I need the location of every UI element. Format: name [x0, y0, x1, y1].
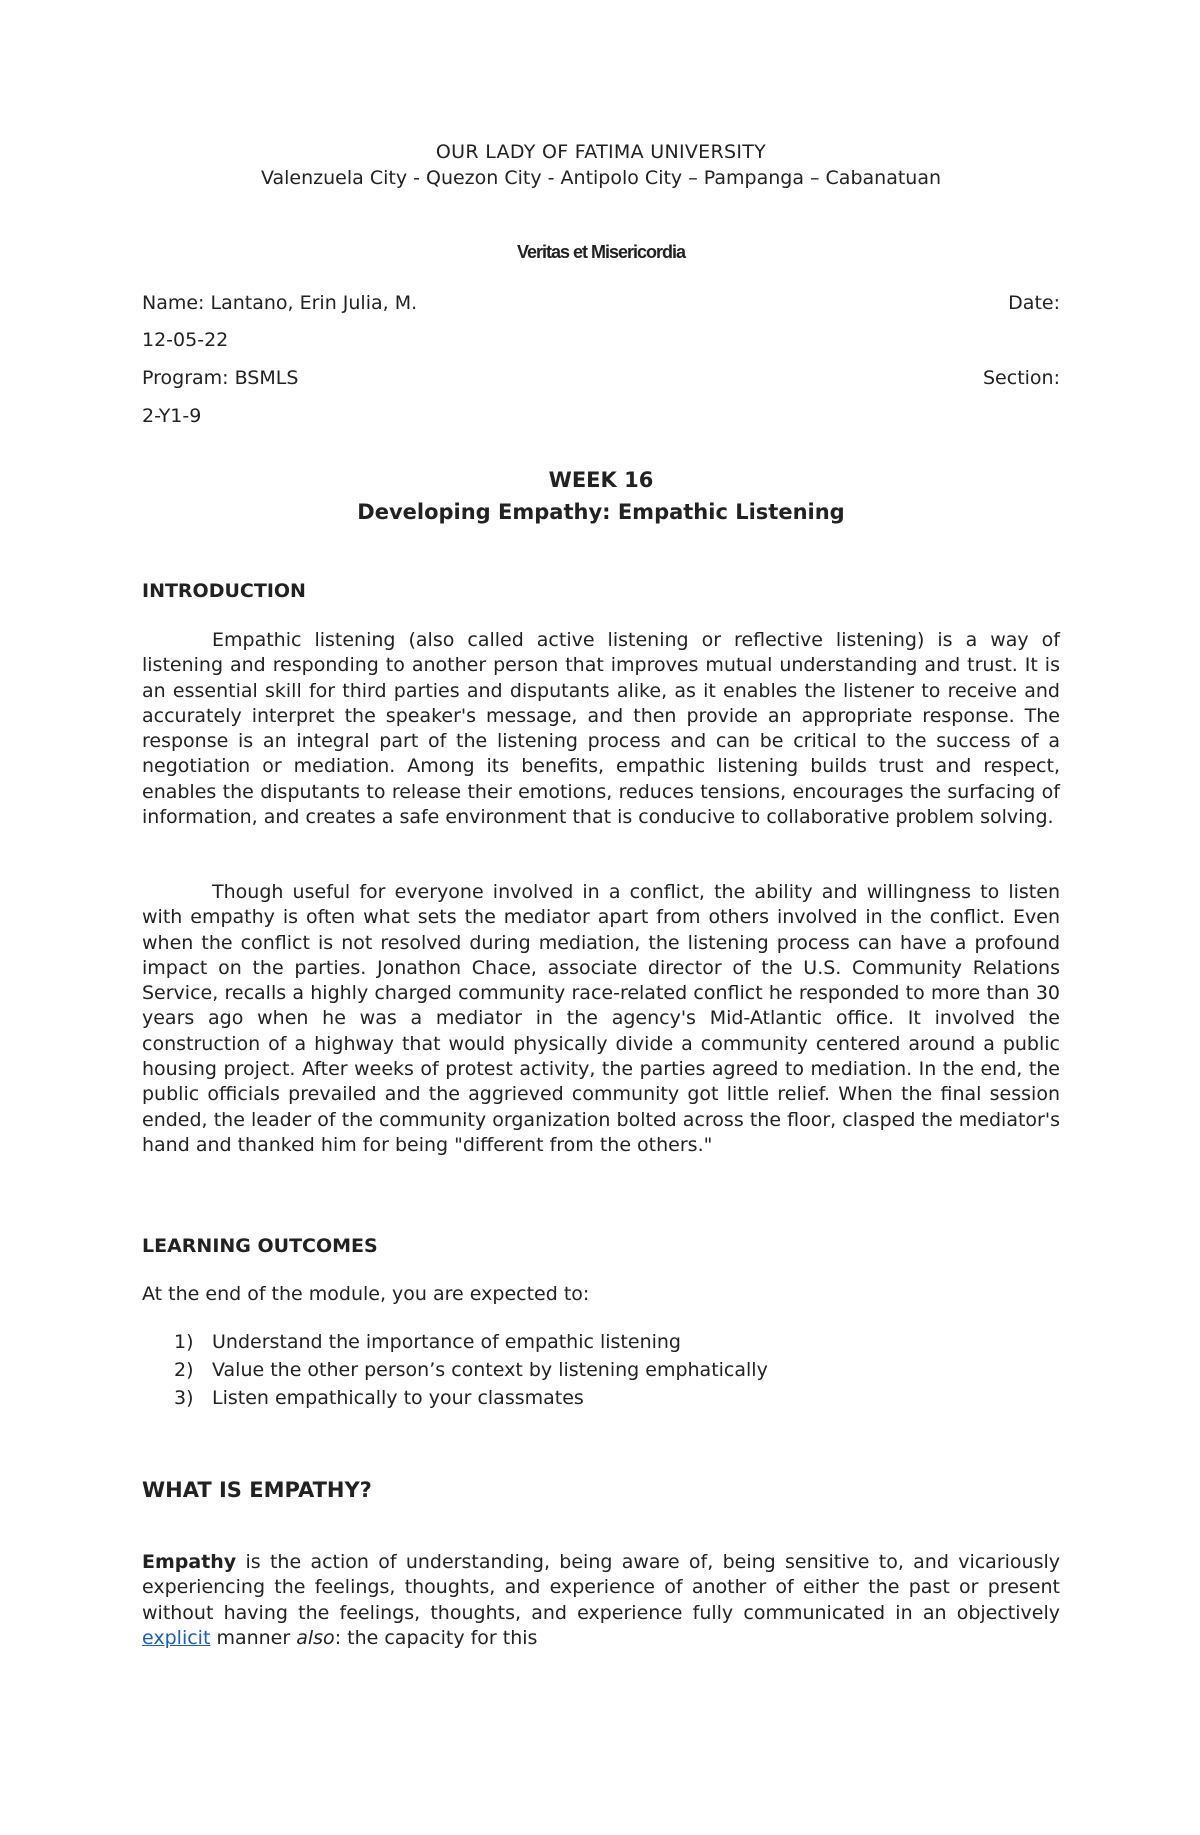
program: Program: BSMLS: [142, 367, 299, 389]
introduction-paragraph-2: [142, 880, 1060, 1158]
introduction-paragraph-1: [142, 628, 1060, 830]
name-row: [142, 292, 1060, 314]
empathy-text-c: : the capacity for this: [334, 1626, 538, 1649]
list-item-number: 3): [174, 1387, 194, 1409]
section-value: 2-Y1-9: [142, 405, 202, 427]
learning-outcomes-heading: LEARNING OUTCOMES: [142, 1235, 378, 1257]
list-item: [142, 1359, 1060, 1387]
date-value: 12-05-22: [142, 329, 229, 351]
empathy-paragraph: [142, 1550, 1060, 1651]
empathy-text-a: is the action of understanding, being aware of, being sensitive to, and vicariously experiencing the feelings, thoughts, and experience of another of either the past or present without having the feelings, thoughts, and experience fully communicated in an objectively: [142, 1551, 1060, 1624]
what-is-empathy-heading: WHAT IS EMPATHY?: [142, 1478, 372, 1502]
motto: Veritas et Misericordia: [516, 242, 686, 262]
student-name: Name: Lantano, Erin Julia, M.: [142, 292, 418, 314]
list-item: [142, 1387, 1060, 1415]
empathy-text-b: manner: [210, 1626, 297, 1649]
list-item-number: 1): [174, 1331, 194, 1353]
list-item: [142, 1331, 1060, 1359]
topic-title: Developing Empathy: Empathic Listening: [357, 500, 845, 524]
empathy-term: Empathy: [142, 1551, 237, 1573]
campus-list: Valenzuela City - Quezon City - Antipolo City – Pampanga – Cabanatuan: [260, 167, 942, 189]
also-italic: also: [296, 1626, 335, 1649]
section-label: Section:: [983, 367, 1060, 389]
learning-outcomes-intro: At the end of the module, you are expected to:: [142, 1283, 590, 1305]
list-item-number: 2): [174, 1359, 194, 1381]
introduction-paragraph-2-text: Though useful for everyone involved in a conflict, the ability and willingness to listen with empathy is often what sets the mediator apart from others involved in the conflict. Even when the conflict is not resolved during mediation, the listening process can have a profound impact on the parties. Jonathon Chace, associate director of the U.S. Community Relations Service, recalls a highly charged community race-related conflict he responded to more than 30 years ago when he was a mediator in the agency's Mid-Atlantic office. It involved the construction of a highway that would physically divide a community centered around a public housing project. After weeks of protest activity, the parties agreed to mediation. In the end, the public officials prevailed and the aggrieved community got little relief. When the final session ended, the leader of the community organization bolted across the floor, clasped the mediator's hand and thanked him for being "different from the others.": [142, 881, 1060, 1156]
program-row: [142, 367, 1060, 389]
list-item-text: Value the other person’s context by listening emphatically: [212, 1359, 768, 1381]
list-item-text: Listen empathically to your classmates: [212, 1387, 584, 1409]
introduction-paragraph-1-text: Empathic listening (also called active listening or reflective listening) is a way of listening and responding to another person that improves mutual understanding and trust. It is an essential skill for third parties and disputants alike, as it enables the listener to receive and accurately interpret the speaker's message, and then provide an appropriate response. The response is an integral part of the listening process and can be critical to the success of a negotiation or mediation. Among its benefits, empathic listening builds trust and respect, enables the disputants to release their emotions, reduces tensions, encourages the surfacing of information, and creates a safe environment that is conducive to collaborative problem solving.: [142, 629, 1060, 829]
date-label: Date:: [1008, 292, 1060, 314]
university-name: OUR LADY OF FATIMA UNIVERSITY: [435, 141, 767, 163]
explicit-link[interactable]: explicit: [142, 1626, 211, 1649]
list-item-text: Understand the importance of empathic listening: [212, 1331, 681, 1353]
week-title: WEEK 16: [548, 468, 654, 492]
introduction-heading: INTRODUCTION: [142, 580, 306, 602]
learning-outcomes-list: [142, 1331, 1060, 1415]
